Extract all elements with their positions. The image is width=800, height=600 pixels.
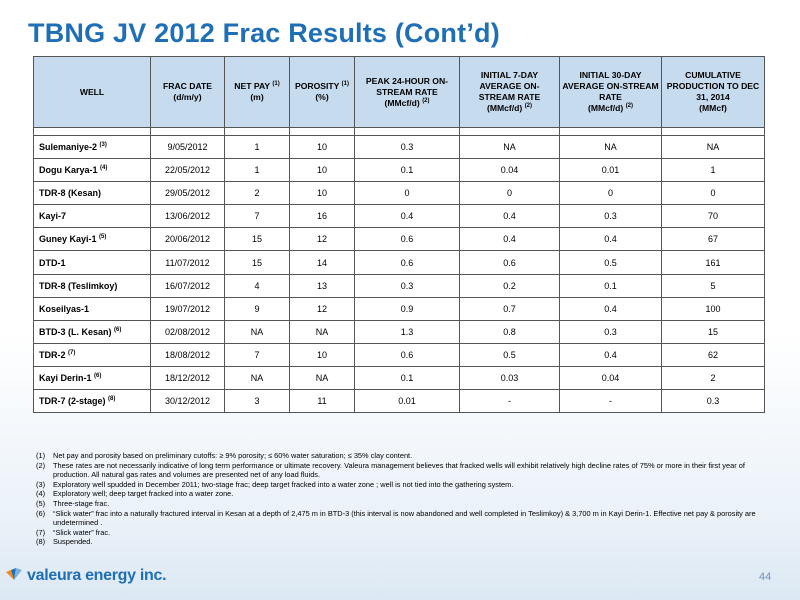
footnote: (3) Exploratory well spudded in December 2011; two-stage frac; deep target fracked into a water zone ; well is not tied into the gathering system.	[36, 479, 514, 489]
cell-frac-date: 22/05/2012	[151, 159, 225, 182]
header-7day-rate: INITIAL 7-DAY AVERAGE ON-STREAM RATE (MMcf/d) $^{(2)}$	[460, 57, 560, 128]
cell-net-pay: 2	[225, 182, 290, 205]
cell-frac-date: 16/07/2012	[151, 274, 225, 297]
cell-porosity: 10	[290, 343, 355, 366]
cell-well: BTD-3 (L. Kesan) $^{(6)}$	[34, 320, 151, 343]
cell-30day-rate: 0.4	[560, 228, 662, 251]
footnote: (6) “Slick water” frac into a naturally fractured interval in Kesan at a depth of 2,475 m in BTD-3 (this interval is now abandoned and well completed in Teslimkoy) & 3,700 m in Kayi Derin-1. Effective net pay & porosity are undetermined .	[36, 508, 756, 528]
table-row	[34, 251, 765, 274]
cell-cumulative: 67	[662, 228, 765, 251]
cell-well: Dogu Karya-1 $^{(4)}$	[34, 159, 151, 182]
table-row	[34, 320, 765, 343]
cell-30day-rate: 0	[560, 182, 662, 205]
cell-porosity: 16	[290, 205, 355, 228]
header-30day-rate: INITIAL 30-DAY AVERAGE ON-STREAM RATE (MMcf/d) $^{(2)}$	[560, 57, 662, 128]
header-cumulative-production: CUMULATIVE PRODUCTION TO DEC 31, 2014 (MMcf)	[662, 57, 765, 128]
cell-30day-rate: 0.04	[560, 366, 662, 389]
cell-net-pay: NA	[225, 320, 290, 343]
valeura-logo-icon	[4, 566, 24, 586]
cell-porosity: 10	[290, 159, 355, 182]
cell-30day-rate: -	[560, 390, 662, 413]
table-spacer-row	[34, 128, 765, 136]
footnote: (2) These rates are not necessarily indicative of long term performance or ultimate recovery. Valeura management believes that fracked wells will exhibit relatively high decline rates of 75% or more in their first year of production. All natural gas rates and volumes are presented net of any load fluids.	[36, 460, 745, 480]
table-row	[34, 159, 765, 182]
cell-porosity: 13	[290, 274, 355, 297]
cell-well: TDR-8 (Kesan)	[34, 182, 151, 205]
cell-peak-rate: 0	[355, 182, 460, 205]
cell-cumulative: 1	[662, 159, 765, 182]
cell-frac-date: 18/12/2012	[151, 366, 225, 389]
cell-7day-rate: 0.5	[460, 343, 560, 366]
cell-cumulative: 0.3	[662, 390, 765, 413]
table-row	[34, 182, 765, 205]
cell-peak-rate: 0.6	[355, 343, 460, 366]
cell-frac-date: 18/08/2012	[151, 343, 225, 366]
cell-well: TDR-2 $^{(7)}$	[34, 343, 151, 366]
cell-cumulative: 100	[662, 297, 765, 320]
cell-7day-rate: 0.2	[460, 274, 560, 297]
cell-porosity: 11	[290, 390, 355, 413]
header-frac-date: FRAC DATE (d/m/y)	[151, 57, 225, 128]
page-number: 44	[759, 571, 772, 583]
footnote: (1) Net pay and porosity based on preliminary cutoffs: ≥ 9% porosity; ≤ 60% water saturation; ≤ 35% clay content.	[36, 451, 413, 460]
cell-peak-rate: 0.4	[355, 205, 460, 228]
cell-7day-rate: NA	[460, 136, 560, 159]
cell-frac-date: 11/07/2012	[151, 251, 225, 274]
cell-cumulative: 2	[662, 366, 765, 389]
cell-frac-date: 19/07/2012	[151, 297, 225, 320]
cell-frac-date: 9/05/2012	[151, 136, 225, 159]
cell-well: Koseilyas-1	[34, 297, 151, 320]
cell-cumulative: 0	[662, 182, 765, 205]
header-peak-rate: PEAK 24-HOUR ON-STREAM RATE (MMcf/d) $^{(2)}$	[355, 57, 460, 128]
cell-peak-rate: 0.01	[355, 390, 460, 413]
cell-porosity: 12	[290, 297, 355, 320]
cell-porosity: NA	[290, 320, 355, 343]
cell-porosity: 14	[290, 251, 355, 274]
cell-peak-rate: 0.1	[355, 159, 460, 182]
cell-30day-rate: 0.3	[560, 320, 662, 343]
cell-net-pay: 3	[225, 390, 290, 413]
table-header-row	[34, 57, 765, 128]
header-porosity: POROSITY $^{(1)}$ (%)	[290, 57, 355, 128]
table-row	[34, 228, 765, 251]
cell-7day-rate: 0.4	[460, 205, 560, 228]
table-row	[34, 136, 765, 159]
cell-peak-rate: 0.6	[355, 251, 460, 274]
cell-porosity: 10	[290, 182, 355, 205]
slide-title: TBNG JV 2012 Frac Results (Cont’d)	[28, 18, 500, 48]
cell-net-pay: 1	[225, 159, 290, 182]
cell-cumulative: 161	[662, 251, 765, 274]
cell-net-pay: NA	[225, 366, 290, 389]
cell-peak-rate: 0.1	[355, 366, 460, 389]
cell-frac-date: 02/08/2012	[151, 320, 225, 343]
table-row	[34, 366, 765, 389]
cell-net-pay: 7	[225, 205, 290, 228]
cell-7day-rate: 0.7	[460, 297, 560, 320]
cell-net-pay: 1	[225, 136, 290, 159]
cell-well: Kayi-7	[34, 205, 151, 228]
footnote: (8) Suspended.	[36, 537, 93, 547]
cell-7day-rate: -	[460, 390, 560, 413]
cell-well: TDR-7 (2-stage) $^{(8)}$	[34, 390, 151, 413]
cell-30day-rate: 0.4	[560, 297, 662, 320]
cell-well: TDR-8 (Teslimkoy)	[34, 274, 151, 297]
table-row	[34, 274, 765, 297]
cell-7day-rate: 0.4	[460, 228, 560, 251]
cell-frac-date: 20/06/2012	[151, 228, 225, 251]
cell-peak-rate: 1.3	[355, 320, 460, 343]
cell-net-pay: 4	[225, 274, 290, 297]
frac-results-table	[33, 56, 765, 413]
cell-cumulative: NA	[662, 136, 765, 159]
cell-well: DTD-1	[34, 251, 151, 274]
header-net-pay: NET PAY $^{(1)}$ (m)	[225, 57, 290, 128]
cell-peak-rate: 0.9	[355, 297, 460, 320]
cell-7day-rate: 0.6	[460, 251, 560, 274]
cell-7day-rate: 0.03	[460, 366, 560, 389]
cell-30day-rate: 0.4	[560, 343, 662, 366]
cell-cumulative: 5	[662, 274, 765, 297]
cell-net-pay: 9	[225, 297, 290, 320]
cell-well: Sulemaniye-2 $^{(3)}$	[34, 136, 151, 159]
table-row	[34, 343, 765, 366]
cell-cumulative: 15	[662, 320, 765, 343]
cell-net-pay: 7	[225, 343, 290, 366]
footnote: (7) “Slick water” frac.	[36, 527, 111, 537]
cell-30day-rate: NA	[560, 136, 662, 159]
table-row	[34, 390, 765, 413]
cell-well: Kayi Derin-1 $^{(6)}$	[34, 366, 151, 389]
cell-frac-date: 29/05/2012	[151, 182, 225, 205]
table-row	[34, 297, 765, 320]
company-logo	[4, 566, 166, 586]
cell-peak-rate: 0.3	[355, 136, 460, 159]
cell-30day-rate: 0.5	[560, 251, 662, 274]
cell-porosity: 10	[290, 136, 355, 159]
cell-net-pay: 15	[225, 251, 290, 274]
footnote: (5) Three-stage frac.	[36, 498, 110, 508]
cell-30day-rate: 0.1	[560, 274, 662, 297]
cell-7day-rate: 0.04	[460, 159, 560, 182]
cell-peak-rate: 0.3	[355, 274, 460, 297]
footnotes	[36, 451, 766, 547]
cell-frac-date: 30/12/2012	[151, 390, 225, 413]
table-row	[34, 205, 765, 228]
cell-cumulative: 62	[662, 343, 765, 366]
cell-cumulative: 70	[662, 205, 765, 228]
cell-7day-rate: 0	[460, 182, 560, 205]
cell-7day-rate: 0.8	[460, 320, 560, 343]
cell-30day-rate: 0.3	[560, 205, 662, 228]
cell-frac-date: 13/06/2012	[151, 205, 225, 228]
cell-porosity: 12	[290, 228, 355, 251]
cell-well: Guney Kayi-1 $^{(5)}$	[34, 228, 151, 251]
footnote: (4) Exploratory well; deep target fracked into a water zone.	[36, 489, 234, 499]
header-well: WELL	[34, 57, 151, 128]
cell-peak-rate: 0.6	[355, 228, 460, 251]
cell-porosity: NA	[290, 366, 355, 389]
logo-text: valeura energy inc.	[27, 567, 167, 584]
cell-30day-rate: 0.01	[560, 159, 662, 182]
cell-net-pay: 15	[225, 228, 290, 251]
